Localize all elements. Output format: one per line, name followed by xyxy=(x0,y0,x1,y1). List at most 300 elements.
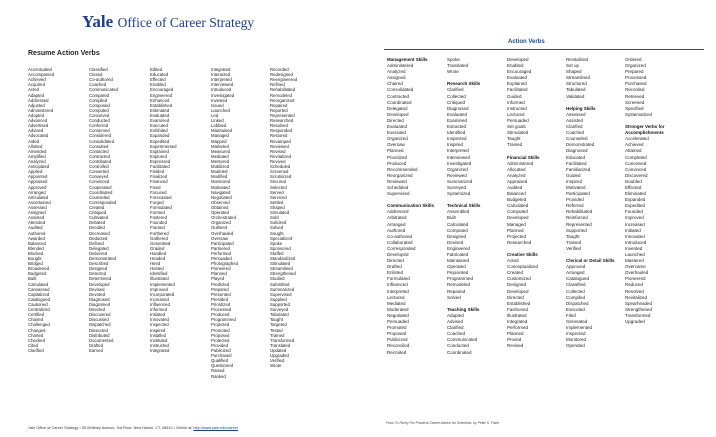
verb-item: Arranged xyxy=(28,189,46,195)
skill-verb: Guided xyxy=(566,172,581,178)
verb-item: Solved xyxy=(270,225,284,231)
footer-text: Yale Office of Career Strategy • 55 Whitney Avenue, 3rd Floor, New Haven, CT, 06510 • Online at: xyxy=(28,426,193,430)
verb-item: Interacted xyxy=(211,72,231,78)
page-footer xyxy=(28,426,238,430)
skill-verb: Monitored xyxy=(566,337,587,343)
skill-verb: Developed xyxy=(387,111,409,117)
skill-verb: Oversaw xyxy=(387,142,405,148)
verb-item: Serviced xyxy=(270,194,287,200)
skill-verb: Remodeled xyxy=(447,282,471,288)
verb-item: Maintained xyxy=(211,128,233,134)
skill-verb: Inspected xyxy=(447,136,467,142)
verb-item: Predicted xyxy=(211,281,230,287)
skill-verb: Reviewed xyxy=(447,172,467,178)
verb-item: Framed xyxy=(150,225,165,231)
skill-verb: Wrote xyxy=(447,69,459,75)
verb-item: Devoted xyxy=(89,291,106,297)
skill-verb: Negotiated xyxy=(387,312,409,318)
skill-verb: Consolidated xyxy=(387,87,414,93)
skill-verb: Provided xyxy=(566,197,584,203)
skill-verb: Counseled xyxy=(566,136,588,142)
skill-verb: Achieved xyxy=(625,142,644,148)
skill-verb: Effected xyxy=(625,184,642,190)
skill-verb: Trained xyxy=(507,142,523,148)
skill-verb: Convinced xyxy=(625,166,647,172)
verb-item: Improved xyxy=(150,286,168,292)
skill-verb: Inspected xyxy=(566,331,586,337)
skill-verb: Critiqued xyxy=(447,99,466,105)
skill-verb: Moderated xyxy=(387,306,409,312)
verb-item: Debated xyxy=(89,220,106,226)
skill-verb: Educated xyxy=(566,154,586,160)
skill-heading: Management Skills xyxy=(387,57,428,62)
verb-item: Conducted xyxy=(89,118,110,124)
skill-verb: Founded xyxy=(625,209,643,215)
verb-item: Observed xyxy=(211,199,230,205)
verb-item: Adopted xyxy=(28,112,45,118)
skill-verb: Clarified xyxy=(566,124,583,130)
verb-item: Performed xyxy=(211,250,232,256)
verb-item: Submitted xyxy=(270,281,290,287)
skill-verb: Systematized xyxy=(625,111,653,117)
verb-item: Balanced xyxy=(28,240,46,246)
verb-item: Closed xyxy=(89,72,103,78)
verb-item: Installed xyxy=(150,332,167,338)
skill-heading: Financial Skills xyxy=(507,154,540,160)
verb-item: Presided xyxy=(211,296,228,302)
verb-item: Persuaded xyxy=(211,256,232,262)
skill-verb: Evaluated xyxy=(387,124,408,130)
verb-item: Broadened xyxy=(28,266,50,272)
skill-verb: Operated xyxy=(566,343,585,349)
verb-item: Researched xyxy=(270,118,294,124)
verb-item: Hosted xyxy=(150,266,164,272)
skill-verb: Analyzed xyxy=(387,69,406,75)
skill-verb: Screened xyxy=(625,99,645,105)
skill-verb: Launched xyxy=(625,252,645,257)
verb-item: Conferred xyxy=(89,123,109,129)
skill-verb: Assigned xyxy=(387,75,406,81)
skill-verb: Appraised xyxy=(507,178,528,184)
skill-verb: Validated xyxy=(566,93,585,99)
skill-verb: Identified xyxy=(447,130,466,136)
skill-verb: Allocated xyxy=(507,166,526,172)
skill-verb: Adapted xyxy=(447,312,464,318)
skill-verb: Chaired xyxy=(387,81,403,87)
skill-verb: Summarized xyxy=(447,178,473,184)
verb-item: Obtained xyxy=(211,204,229,210)
verb-item: Ranked xyxy=(211,373,226,379)
skill-verb: Organized xyxy=(387,136,408,142)
verb-item: Influenced xyxy=(150,302,170,308)
verb-item: Delegated xyxy=(89,245,109,251)
skill-verb: Processed xyxy=(625,75,647,81)
verb-item: Informed xyxy=(150,307,167,313)
skill-verb: Revitalized xyxy=(625,294,648,300)
skill-verb: Interviewed xyxy=(447,154,471,160)
skill-verb: Conceived xyxy=(625,160,647,166)
verb-item: Advertised xyxy=(28,123,49,129)
skill-heading: Helping Skills xyxy=(566,105,596,111)
skill-verb: Informed xyxy=(507,99,525,105)
skill-column xyxy=(507,57,569,350)
skill-verb: Set goals xyxy=(507,124,526,130)
skill-verb: Executed xyxy=(387,130,406,136)
verb-item: Focused xyxy=(150,189,167,195)
office-title: Office of Career Strategy xyxy=(117,15,255,30)
verb-item: Adapted xyxy=(28,92,45,98)
verb-item: Mapped xyxy=(211,138,227,144)
verb-item: Planned xyxy=(211,271,227,277)
skill-verb: Arbitrated xyxy=(387,215,407,221)
verb-item: Monitored xyxy=(211,179,231,185)
skill-verb: Administered xyxy=(387,63,414,69)
skill-verb: Directed xyxy=(507,294,524,300)
verb-item: Forged xyxy=(150,199,164,205)
skill-verb: Introduced xyxy=(625,239,647,245)
verb-item: Contacted xyxy=(89,148,109,154)
verb-item: Orchestrated xyxy=(211,215,236,221)
verb-item: Centralized xyxy=(28,307,50,313)
verb-item: Ascertained xyxy=(28,199,51,205)
skill-heading: Communication Skills xyxy=(387,203,435,209)
verb-item: Dissected xyxy=(89,327,108,333)
skill-verb: Arranged xyxy=(387,221,406,227)
skill-verb: Computed xyxy=(447,227,468,233)
verb-item: Changed xyxy=(28,327,46,333)
skill-verb: Directed xyxy=(387,258,404,264)
verb-item: Lobbied xyxy=(211,123,227,129)
verb-item: Administered xyxy=(28,107,54,113)
title-rule xyxy=(384,49,704,50)
skill-verb: Assessed xyxy=(566,111,586,117)
verb-item: Approved xyxy=(28,184,47,190)
verb-item: Computed xyxy=(89,107,109,113)
verb-item: Cultivated xyxy=(89,215,109,221)
skill-verb: Designed xyxy=(447,233,467,239)
verb-item: Strengthened xyxy=(270,271,296,277)
verb-item: Finalized xyxy=(150,174,168,180)
skill-column xyxy=(625,57,687,325)
skill-verb: Operated xyxy=(447,264,466,270)
skill-verb: Implemented xyxy=(566,325,593,331)
verb-item: Examined xyxy=(150,118,170,124)
skill-verb: Inspired xyxy=(566,178,583,184)
skill-verb: Managed xyxy=(507,221,526,227)
skill-verb: Classified xyxy=(566,282,586,288)
skill-verb: Budgeted xyxy=(507,197,527,203)
verb-item: Standardized xyxy=(270,256,296,262)
verb-item: Revised xyxy=(270,148,286,154)
skill-verb: Initiated xyxy=(625,227,641,233)
skill-verb: Mastered xyxy=(625,258,644,264)
verb-item: Navigated xyxy=(211,189,231,195)
skill-verb: Designed xyxy=(507,282,527,288)
verb-item: Deducted xyxy=(89,235,108,241)
skill-verb: Evaluated xyxy=(507,75,528,81)
verb-item: Outlined xyxy=(211,225,228,231)
verb-column xyxy=(270,67,330,368)
verb-item: Motivated xyxy=(211,184,230,190)
skill-verb: Drafted xyxy=(387,264,402,270)
skill-verb: Reinforced xyxy=(566,215,588,221)
verb-item: Accompanied xyxy=(28,72,55,78)
skill-verb: Revitalized xyxy=(566,57,589,62)
skill-verb: Engineered xyxy=(447,245,471,251)
skill-verb: Corresponded xyxy=(387,245,416,251)
verb-item: Refined xyxy=(270,82,285,88)
skill-verb: Overhauled xyxy=(625,270,649,276)
skill-verb: Examined xyxy=(447,117,468,123)
verb-item: Studied xyxy=(270,276,285,282)
verb-item: Edited xyxy=(150,67,163,72)
skill-verb: Communicated xyxy=(447,337,478,343)
skill-verb: Streamlined xyxy=(566,75,591,81)
verb-item: Articulated xyxy=(28,194,49,200)
skill-verb: Inspired xyxy=(447,142,464,148)
verb-item: Clarified xyxy=(28,348,44,354)
skill-verb: Acted xyxy=(507,258,519,264)
verb-item: Scheduled xyxy=(270,164,291,170)
verb-item: Assigned xyxy=(28,210,46,216)
skill-verb: Mediated xyxy=(387,300,406,306)
skill-heading: Technical Skills xyxy=(447,203,481,209)
verb-item: Prepared xyxy=(211,286,229,292)
skill-verb: Demonstrated xyxy=(566,142,595,148)
verb-item: Identified xyxy=(150,271,168,277)
skill-verb: Collaborated xyxy=(387,239,413,245)
skill-verb: Planned xyxy=(387,148,404,154)
action-verbs-title: Action Verbs xyxy=(508,39,545,45)
verb-item: Increased xyxy=(150,296,169,302)
skill-verb: Advised xyxy=(447,319,464,325)
skill-heading: Creative Skills xyxy=(507,252,538,257)
verb-item: Engineered xyxy=(150,92,172,98)
skill-verb: Generated xyxy=(566,319,588,325)
verb-item: Compared xyxy=(89,92,110,98)
resume-verbs-subtitle: Resume Action Verbs xyxy=(28,50,100,57)
verb-item: Controlled xyxy=(89,164,109,170)
verb-item: Awarded xyxy=(28,235,45,241)
footer-link[interactable]: http://www.yale.edu/career xyxy=(193,426,239,430)
verb-item: Oversaw xyxy=(211,235,228,241)
verb-item: Capitalized xyxy=(28,291,50,297)
verb-item: Inspired xyxy=(150,327,166,333)
skill-verb: Invented xyxy=(625,245,643,251)
verb-item: Evaluated xyxy=(150,112,170,118)
skill-verb: Persuaded xyxy=(387,319,409,325)
skill-verb: Produced xyxy=(387,160,407,166)
skill-verb: Pinpointed xyxy=(447,270,469,276)
verb-item: Cited xyxy=(28,342,39,348)
verb-item: Enhanced xyxy=(150,97,170,103)
skill-verb: Eliminated xyxy=(625,191,647,197)
skill-verb: Coached xyxy=(447,331,466,337)
verb-item: Modified xyxy=(211,174,228,180)
skill-verb: Coached xyxy=(566,130,585,136)
skill-verb: Illustrated xyxy=(507,312,527,318)
verb-item: Tested xyxy=(270,327,283,333)
verb-item: Settled xyxy=(270,199,284,205)
skill-verb: Overcame xyxy=(625,264,646,270)
verb-item: Sold xyxy=(270,215,279,221)
skill-verb: Shaped xyxy=(566,69,582,75)
skill-verb: Developed xyxy=(507,215,529,221)
verb-item: Revitalized xyxy=(270,153,292,159)
verb-item: Formulated xyxy=(150,204,172,210)
skill-verb: Strengthened xyxy=(625,306,653,312)
verb-item: Presented xyxy=(211,291,231,297)
verb-item: Financed xyxy=(150,179,168,185)
verb-item: Headed xyxy=(150,256,166,262)
verb-item: Verified xyxy=(270,358,285,364)
skill-verb: Enabled xyxy=(507,63,524,69)
verb-item: Assessed xyxy=(28,204,47,210)
verb-item: Sponsored xyxy=(270,245,291,251)
verb-column xyxy=(89,67,149,353)
verb-item: Communicated xyxy=(89,87,118,93)
verb-item: Fixed xyxy=(150,184,161,190)
skill-verb: Planned xyxy=(507,331,524,337)
verb-item: Earned xyxy=(89,348,103,354)
skill-verb: Maintained xyxy=(447,258,470,264)
verb-item: Pioneered xyxy=(211,266,231,272)
verb-item: Responded xyxy=(270,128,292,134)
skill-verb: Discovered xyxy=(625,172,648,178)
verb-item: Proposed xyxy=(211,332,230,338)
verb-item: Contracted xyxy=(89,153,111,159)
verb-item: Expedited xyxy=(150,138,170,144)
verb-item: Photographed xyxy=(211,261,238,267)
skill-verb: Dispatched xyxy=(566,300,589,306)
verb-item: Implemented xyxy=(150,281,175,287)
skill-verb: Diagnosed xyxy=(447,105,469,111)
skill-verb: Assembled xyxy=(447,209,470,215)
skill-verb: Improved xyxy=(625,215,644,221)
skill-verb: Delegated xyxy=(387,105,408,111)
verb-item: Specialized xyxy=(270,235,292,241)
skill-verb: Organized xyxy=(447,166,468,172)
verb-item: Simulated xyxy=(270,210,290,216)
skill-verb: Lectured xyxy=(387,294,405,300)
verb-item: Advanced xyxy=(28,118,48,124)
verb-item: Coached xyxy=(89,82,107,88)
verb-item: Challenged xyxy=(28,322,50,328)
skill-verb: Conducted xyxy=(447,343,469,349)
verb-item: Stimulated xyxy=(270,261,291,267)
skill-verb: Reduced xyxy=(625,282,644,288)
verb-item: Mediated xyxy=(211,153,229,159)
skill-verb: Explained xyxy=(507,81,527,87)
skill-verb: Directed xyxy=(387,117,404,123)
verb-item: Surveyed xyxy=(270,307,289,313)
skill-verb: Developed xyxy=(387,252,409,257)
verb-item: Illustrated xyxy=(150,276,169,282)
skill-verb: Approved xyxy=(566,264,586,270)
skill-verb: Represented xyxy=(566,221,592,227)
verb-item: Reviewed xyxy=(270,143,289,149)
skill-verb: Co-authored xyxy=(387,233,413,239)
skill-verb: Solved xyxy=(447,294,461,300)
verb-item: Cooperated xyxy=(89,184,112,190)
verb-item: Targeted xyxy=(270,322,287,328)
verb-item: Demonstrated xyxy=(89,256,116,262)
skill-verb: Publicized xyxy=(387,337,408,343)
verb-item: Supervised xyxy=(270,291,292,297)
verb-item: Encouraged xyxy=(150,87,174,93)
verb-item: Purchased xyxy=(211,353,232,359)
verb-item: Chaired xyxy=(28,317,44,323)
skill-verb: Reorganized xyxy=(387,172,413,178)
verb-item: Executed xyxy=(150,123,168,129)
verb-item: Prioritized xyxy=(211,302,231,308)
verb-item: Staffed xyxy=(270,250,284,256)
verb-item: Reengineered xyxy=(270,77,297,83)
verb-item: Critiqued xyxy=(89,210,107,216)
verb-item: Effected xyxy=(150,77,166,83)
verb-item: Catalogued xyxy=(28,296,50,302)
verb-item: Served xyxy=(270,189,284,195)
verb-item: Described xyxy=(89,261,109,267)
verb-item: Converted xyxy=(89,169,109,175)
verb-item: Recorded xyxy=(270,67,289,72)
verb-item: Provided xyxy=(211,342,228,348)
skill-heading: Clerical or Detail Skills xyxy=(566,258,615,264)
skill-verb: Customized xyxy=(507,276,531,282)
skill-verb: Trained xyxy=(566,239,582,245)
verb-item: Overhauled xyxy=(211,230,234,236)
verb-item: Revived xyxy=(270,158,286,164)
skill-verb: Projected xyxy=(507,233,527,239)
verb-item: Integrated xyxy=(211,67,231,72)
verb-item: Classified xyxy=(89,67,108,72)
verb-item: Accentuated xyxy=(28,67,52,72)
verb-item: Exhibited xyxy=(150,128,168,134)
verb-item: Handled xyxy=(150,250,167,256)
verb-item: Established xyxy=(150,102,173,108)
verb-item: Managed xyxy=(211,133,229,139)
skill-verb: Prioritized xyxy=(387,154,408,160)
verb-item: Conceived xyxy=(89,112,110,118)
skill-heading: Research Skills xyxy=(447,81,481,87)
verb-item: Partnered xyxy=(211,245,230,251)
skill-verb: Completed xyxy=(625,154,647,160)
skill-verb: Taught xyxy=(507,136,521,142)
verb-item: Mobilized xyxy=(211,164,230,170)
verb-item: Expanded xyxy=(150,133,170,139)
skill-verb: Familiarized xyxy=(566,166,591,172)
skill-verb: Formulated xyxy=(387,276,410,282)
skill-verb: Planned xyxy=(507,227,524,233)
verb-item: Upgraded xyxy=(270,353,289,359)
verb-item: Introduced xyxy=(211,87,232,93)
verb-item: Gathered xyxy=(150,235,168,241)
skill-verb: Transformed xyxy=(625,312,651,318)
skill-verb: Calculated xyxy=(507,203,529,209)
verb-item: Blocked xyxy=(28,250,44,256)
verb-item: Consolidated xyxy=(89,138,115,144)
verb-item: Secured xyxy=(270,179,287,185)
skill-verb: Increased xyxy=(625,221,645,227)
skill-verb: Instructed xyxy=(507,105,527,111)
verb-item: Conserved xyxy=(89,128,110,134)
verb-item: Developed xyxy=(89,281,110,287)
skill-verb: Conceptualized xyxy=(507,264,539,270)
verb-item: Streamlined xyxy=(270,266,293,272)
verb-item: Calculated xyxy=(28,281,49,287)
verb-item: Linked xyxy=(211,118,224,124)
verb-item: Enabled xyxy=(150,82,166,88)
